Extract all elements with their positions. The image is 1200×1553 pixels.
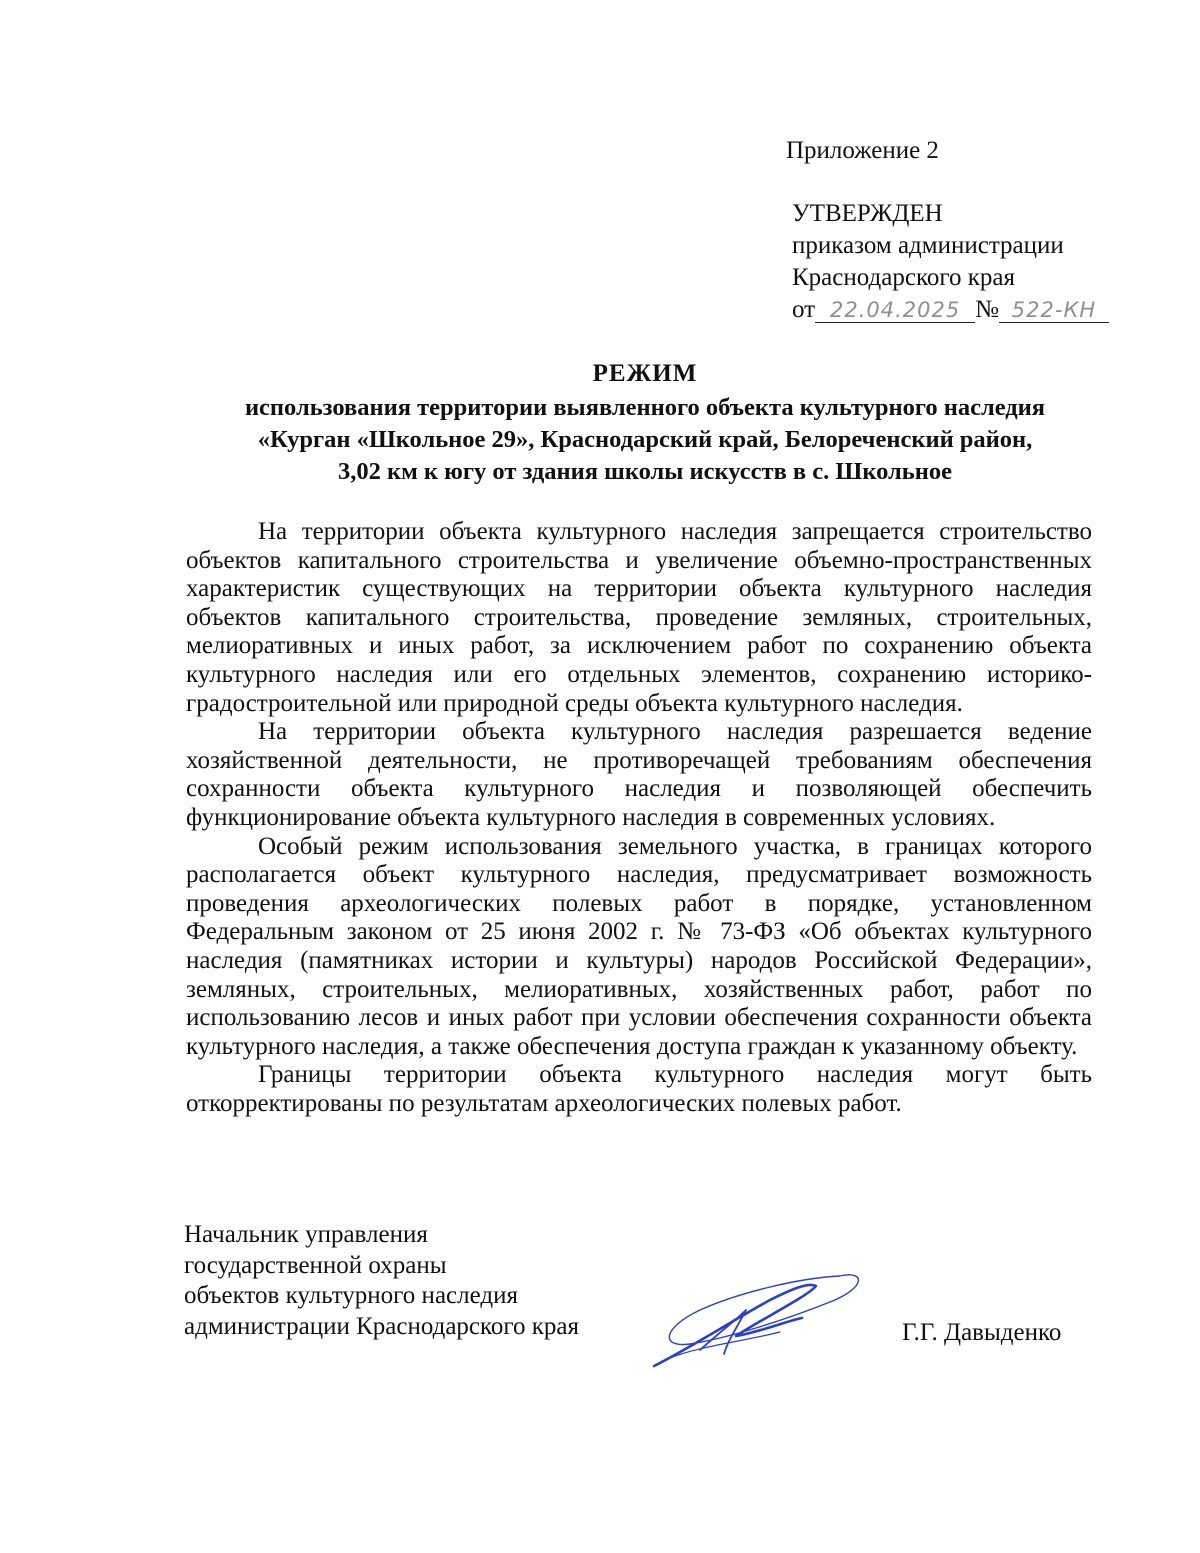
appendix-label: Приложение 2	[786, 137, 939, 164]
position-line-3: объектов культурного наследия	[184, 1282, 518, 1309]
paragraph-boundaries: Границы территории объекта культурного наследия могут быть откорректированы по результатам археологических полевых работ.	[186, 1061, 1092, 1117]
position-line-4: администрации Краснодарского края	[184, 1312, 580, 1340]
document-body	[186, 518, 1092, 1118]
signatory-position	[184, 1220, 579, 1342]
handwritten-number: 522-КН	[999, 298, 1109, 323]
document-title	[150, 358, 1140, 488]
approval-line-2: Краснодарского края	[792, 264, 1015, 291]
position-line-2: государственной охраны	[184, 1251, 447, 1279]
paragraph-prohibitions: На территории объекта культурного наследия запрещается строительство объектов капитального строительства и увеличение объемно-пространственных характеристик существующих на территории объекта культурного наследия объектов капитального строительства, проведение земляных, строительных, мелиоративных и иных работ, за исключением работ по сохранению объекта культурного наследия или его отдельных элементов, сохранению историко-градостроительной или природной среды объекта культурного наследия.	[186, 518, 1092, 717]
handwritten-date: 22.04.2025	[815, 298, 975, 323]
title-line-2: «Курган «Школьное 29», Краснодарский край, Белореченский район,	[257, 426, 1033, 453]
date-prefix: от	[792, 296, 816, 323]
approval-date-line	[792, 294, 1109, 326]
approval-line-1: приказом администрации	[792, 232, 1064, 259]
signer-name: Г.Г. Давыденко	[902, 1319, 1062, 1346]
title-line-3: 3,02 км к югу от здания школы искусств в с. Школьное	[338, 458, 952, 485]
position-line-1: Начальник управления	[184, 1221, 428, 1248]
number-prefix: №	[975, 296, 999, 323]
handwritten-signature	[640, 1262, 870, 1382]
paragraph-special-regime: Особый режим использования земельного участка, в границах которого располагается объект культурного наследия, предусматривает возможность проведения археологических полевых работ в порядке, установленном Федеральным законом от 25 июня 2002 г. № 73-ФЗ «Об объектах культурного наследия (памятниках истории и культуры) народов Российской Федерации», земляных, строительных, мелиоративных, хозяйственных работ, работ по использованию лесов и иных работ при условии обеспечения сохранности объекта культурного наследия, а также обеспечения доступа граждан к указанному объекту.	[186, 832, 1092, 1060]
title-line-1: использования территории выявленного объекта культурного наследия	[244, 394, 1046, 421]
title-main: РЕЖИМ	[592, 360, 698, 387]
approval-stamp	[792, 198, 1109, 326]
paragraph-permitted-activity: На территории объекта культурного наследия разрешается ведение хозяйственной деятельности, не противоречащей требованиям обеспечения сохранности объекта культурного наследия и позволяющей обеспечить функционирование объекта культурного наследия в современных условиях.	[186, 718, 1092, 831]
signature-loop-outer	[669, 1275, 858, 1345]
approved-label: УТВЕРЖДЕН	[792, 200, 943, 227]
